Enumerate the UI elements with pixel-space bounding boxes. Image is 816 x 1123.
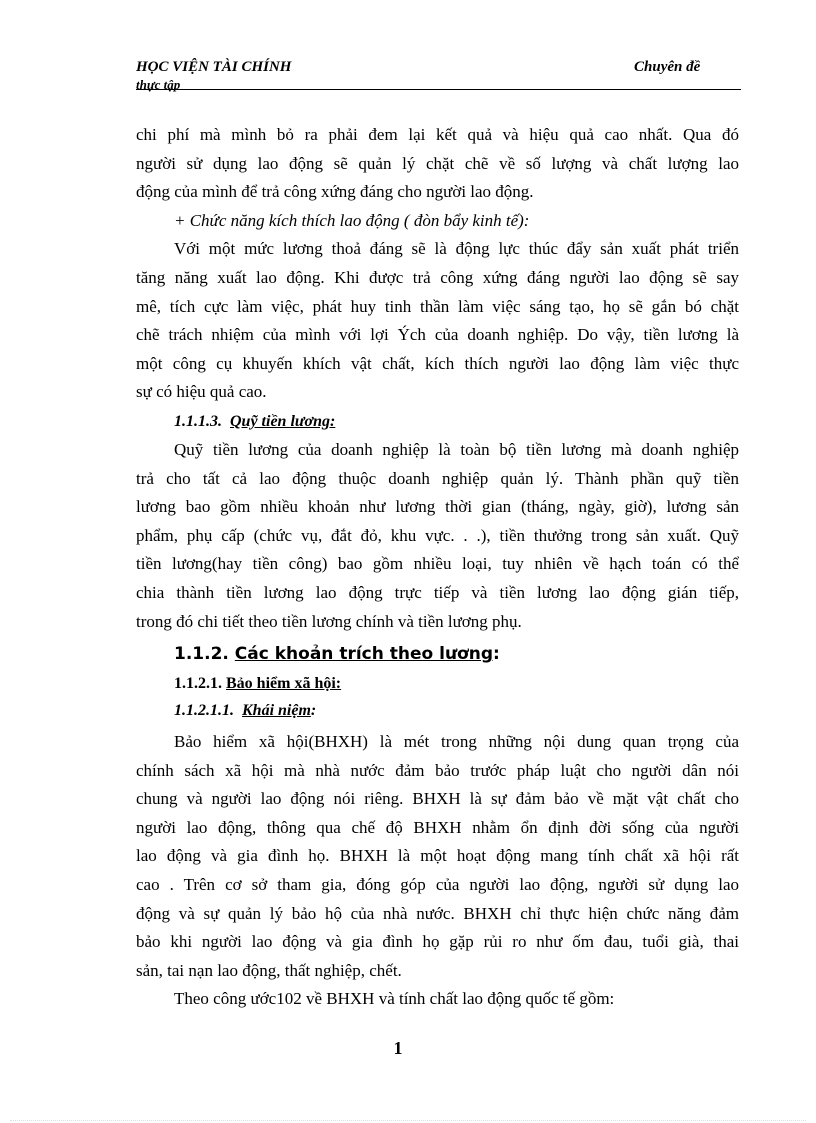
paragraph-line: một công cụ khuyến khích vật chất, kích thích người lao động làm việc thực	[136, 353, 739, 373]
paragraph-line: động của mình để trả công xứng đáng cho người lao động.	[136, 182, 534, 202]
paragraph-line: chi phí mà mình bỏ ra phải đem lại kết quả và hiệu quả cao nhất. Qua đó	[136, 125, 739, 144]
header-document-type: Chuyên đề	[634, 59, 701, 75]
paragraph-line: lao động và gia đình họ. BHXH là một hoạt động mang tính chất xã hội rất	[136, 846, 739, 866]
header-rule	[136, 89, 741, 90]
section-number: 1.1.1.3.	[174, 412, 222, 430]
paragraph-line: bảo khi người lao động và gia đình họ gặp rủi ro như ốm đau, tuổi già, thai	[136, 932, 739, 952]
section-colon: :	[310, 702, 317, 720]
section-number: 1.1.2.	[174, 644, 229, 665]
section-title: Quỹ tiền lương:	[230, 412, 336, 430]
document-body	[136, 121, 739, 1014]
paragraph-line: Quỹ tiền lương của doanh nghiệp là toàn bộ tiền lương mà doanh nghiệp	[174, 439, 739, 459]
section-heading-112	[136, 636, 739, 670]
paragraph-line: sản, tai nạn lao động, thất nghiệp, chết.	[136, 960, 402, 980]
paragraph-line: trả cho tất cả lao động thuộc doanh nghiệp quản lý. Thành phần quỹ tiền	[136, 468, 739, 488]
section-title: Các khoản trích theo lương	[234, 644, 493, 665]
paragraph-line: trong đó chi tiết theo tiền lương chính và tiền lương phụ.	[136, 611, 522, 631]
paragraph-line: cao . Trên cơ sở tham gia, đóng góp của người lao động, người sử dụng lao	[136, 875, 739, 895]
paragraph-line: sự có hiệu quả cao.	[136, 382, 267, 402]
section-title: Bảo hiểm xã hội:	[226, 675, 342, 693]
paragraph-line: động và sự quản lý bảo hộ của nhà nước. BHXH chỉ thực hiện chức năng đảm	[136, 903, 739, 923]
paragraph-line: tiền lương(hay tiền công) bao gồm nhiều loại, tuy nhiên về hạch toán có thể	[136, 554, 739, 574]
footer-divider	[10, 1120, 806, 1121]
paragraph-line: chia thành tiền lương lao động trực tiếp và tiền lương lao động gián tiếp,	[136, 582, 739, 602]
header-institution-continued: thực tập	[136, 77, 181, 92]
section-title: Khái niệm	[242, 702, 311, 720]
paragraph-line: chẽ trách nhiệm của mình với lợi Ých của doanh nghiệp. Do vậy, tiền lương là	[136, 325, 739, 345]
function-label: + Chức năng kích thích lao động ( đòn bẩy kinh tế):	[174, 210, 530, 230]
section-heading-11211	[136, 697, 739, 724]
paragraph-line: phẩm, phụ cấp (chức vụ, đắt đỏ, khu vực. . .), tiền thưởng trong sản xuất. Quỹ	[136, 525, 739, 545]
paragraph-line: Bảo hiểm xã hội(BHXH) là mét trong những nội dung quan trọng của	[174, 732, 739, 752]
section-heading-1121	[136, 670, 739, 697]
section-colon: :	[493, 644, 500, 665]
section-number: 1.1.2.1.	[174, 675, 222, 693]
page-number: 1	[393, 1038, 403, 1058]
header-institution: HỌC VIỆN TÀI CHÍNH	[136, 59, 292, 75]
paragraph-line: chính sách xã hội mà nhà nước đảm bảo trước pháp luật cho người dân nói	[136, 760, 739, 780]
section-number: 1.1.2.1.1.	[174, 702, 234, 720]
paragraph-line: người sử dụng lao động sẽ quản lý chặt chẽ về số lượng và chất lượng lao	[136, 153, 739, 173]
paragraph-line: chung và người lao động nói riêng. BHXH là sự đảm bảo về mặt vật chất cho	[136, 789, 739, 809]
section-heading-1113	[136, 407, 739, 436]
paragraph-line: Với một mức lương thoả đáng sẽ là động lực thúc đẩy sản xuất phát triển	[174, 239, 739, 259]
paragraph-line: người lao động, thông qua chế độ BHXH nhằm ổn định đời sống của người	[136, 817, 739, 837]
paragraph-line: mê, tích cực làm việc, phát huy tinh thần làm việc sáng tạo, họ sẽ gắn bó chặt	[136, 296, 739, 316]
paragraph-line: Theo công ước102 về BHXH và tính chất lao động quốc tế gồm:	[174, 989, 615, 1009]
paragraph-line: tăng năng xuất lao động. Khi được trả công xứng đáng người lao động sẽ say	[136, 267, 739, 287]
paragraph-line: lương bao gồm nhiều khoản như lương thời gian (tháng, ngày, giờ), lương sản	[136, 497, 739, 517]
